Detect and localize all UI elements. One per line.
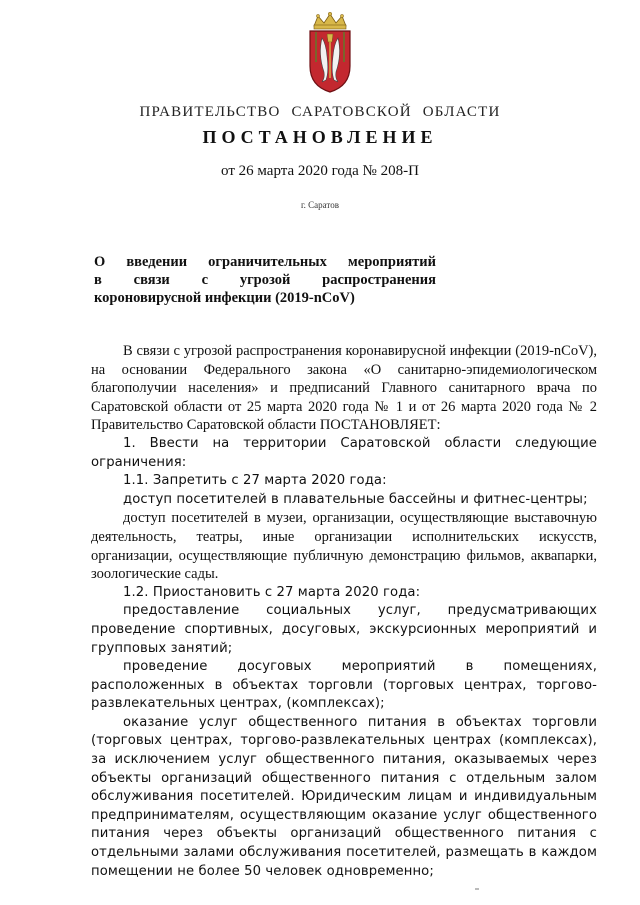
clause-1-2: 1.2. Приостановить с 27 марта 2020 года: bbox=[123, 584, 421, 600]
saratov-coat-of-arms-icon bbox=[298, 12, 362, 94]
clause-item: проведение досуговых мероприятий в помещениях, расположенных в объектах торговли (торговых центрах, торгово-развлекательных центрах, (комплексах); bbox=[91, 659, 597, 712]
clause-1: 1. Ввести на территории Саратовской области следующие ограничения: bbox=[91, 435, 597, 470]
city-label: г. Саратов bbox=[301, 200, 339, 210]
subject-line: короновирусной инфекции (2019-nCoV) bbox=[94, 290, 355, 306]
clause-item: доступ посетителей в музеи, организации, осуществляющие выставочную деятельность, театры, иные организации исполнительских искусств, организации, осуществляющие публичную демонстрацию фильмов, аквапарки, зоологические сады. bbox=[91, 510, 597, 583]
subject-line: в связи с угрозой распространения bbox=[94, 272, 436, 288]
scan-mark bbox=[475, 888, 479, 890]
preamble-paragraph: В связи с угрозой распространения коронавирусной инфекции (2019-nCoV), на основании Федерального закона «О санитарно-эпидемиологическом благополучии населения» и предписаний Главного санитарного врача по Саратовской области от 25 марта 2020 года № 1 и от 26 марта 2020 года № 2 Правительство Саратовской области ПОСТАНОВЛЯЕТ: bbox=[91, 343, 597, 434]
clause-item: оказание услуг общественного питания в объектах торговли (торговых центрах, торгово-развлекательных центрах (комплексах), за исключением услуг общественного питания, оказываемых через объекты организаций общественного питания с отдельным залом обслуживания посетителей. Юридическим лицам и индивидуальным предпринимателям, осуществляющим оказание услуг общественного питания через объекты организаций общественного питания с отдельными залами обслуживания посетителей, размещать в каждом помещении не более 50 человек одновременно; bbox=[91, 714, 597, 879]
subject-line: О введении ограничительных мероприятий bbox=[94, 254, 436, 270]
clause-1-1: 1.1. Запретить с 27 марта 2020 года: bbox=[123, 473, 387, 489]
decree-body bbox=[91, 342, 597, 881]
document-type-title: ПОСТАНОВЛЕНИЕ bbox=[202, 127, 438, 147]
clause-item: предоставление социальных услуг, предусматривающих проведение спортивных, досуговых, экскурсионных мероприятий и групповых занятий; bbox=[91, 603, 597, 656]
clause-item: доступ посетителей в плавательные бассейны и фитнес-центры; bbox=[123, 491, 588, 507]
government-name: ПРАВИТЕЛЬСТВО САРАТОВСКОЙ ОБЛАСТИ bbox=[139, 104, 501, 120]
decree-date-number: от 26 марта 2020 года № 208-П bbox=[221, 163, 419, 179]
decree-subject bbox=[94, 253, 436, 307]
